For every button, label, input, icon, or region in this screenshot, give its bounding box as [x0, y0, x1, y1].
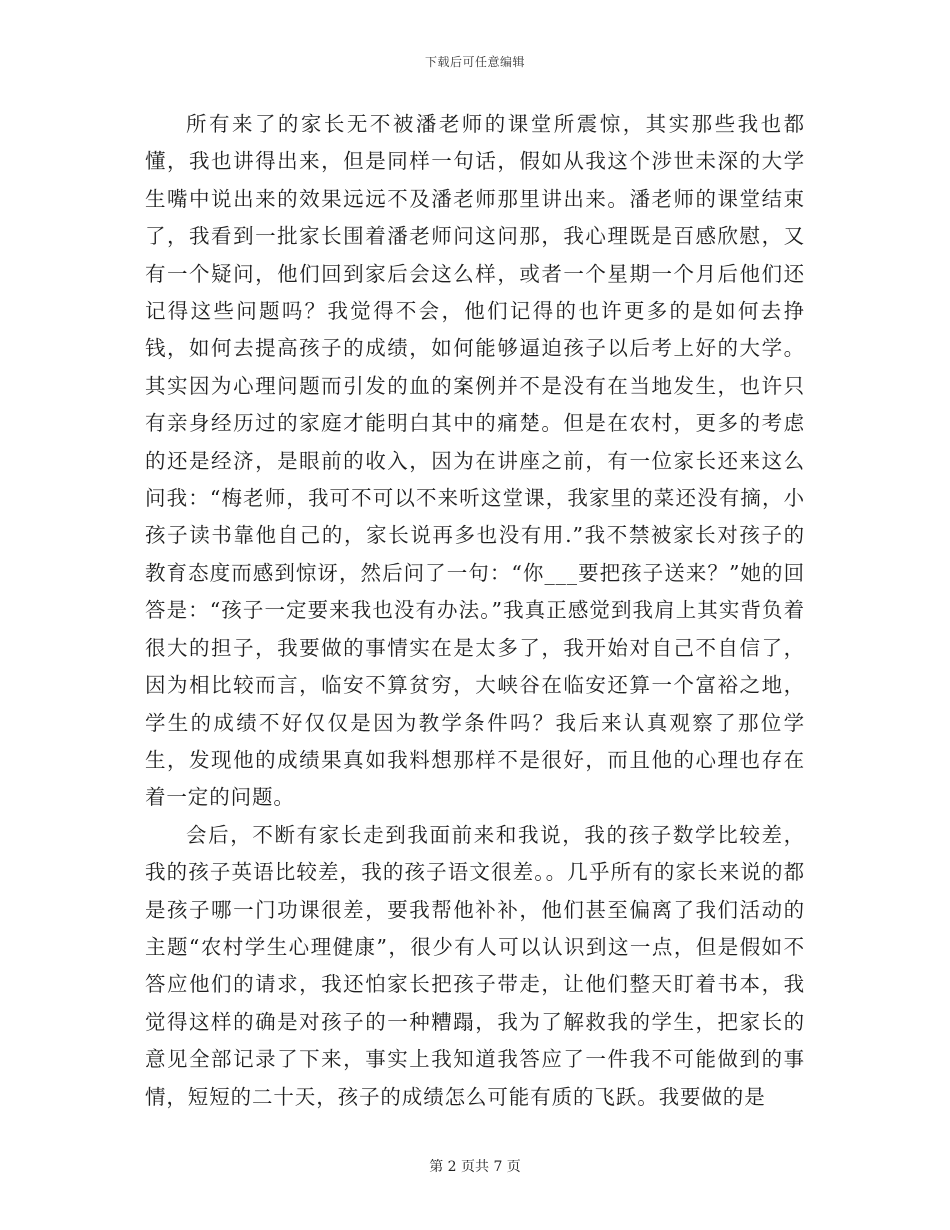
- paragraph-2: 会后，不断有家长走到我面前来和我说，我的孩子数学比较差，我的孩子英语比较差，我的孩子语文很差。。几乎所有的家长来说的都是孩子哪一门功课很差，要我帮他补补，他们甚至偏离了我们活动的主题“农村学生心理健康”，很少有人可以认识到这一点，但是假如不答应他们的请求，我还怕家长把孩子带走，让他们整天盯着书本，我觉得这样的确是对孩子的一种糟蹋，我为了解救我的学生，把家长的意见全部记录了下来，事实上我知道我答应了一件我不可能做到的事情，短短的二十天，孩子的成绩怎么可能有质的飞跃。我要做的是: [145, 822, 805, 1109]
- document-body: [145, 106, 805, 1116]
- page-number: 第 2 页共 7 页: [429, 1159, 521, 1175]
- paragraph-1: 所有来了的家长无不被潘老师的课堂所震惊，其实那些我也都懂，我也讲得出来，但是同样一句话，假如从我这个涉世未深的大学生嘴中说出来的效果远远不及潘老师那里讲出来。潘老师的课堂结束了，我看到一批家长围着潘老师问这问那，我心理既是百感欣慰，又有一个疑问，他们回到家后会这么样，或者一个星期一个月后他们还记得这些问题吗？我觉得不会，他们记得的也许更多的是如何去挣钱，如何去提高孩子的成绩，如何能够逼迫孩子以后考上好的大学。其实因为心理问题而引发的血的案例并不是没有在当地发生，也许只有亲身经历过的家庭才能明白其中的痛楚。但是在农村，更多的考虑的还是经济，是眼前的收入，因为在讲座之前，有一位家长还来这么问我：“梅老师，我可不可以不来听这堂课，我家里的菜还没有摘，小孩子读书靠他自己的，家长说再多也没有用.”我不禁被家长对孩子的教育态度而感到惊讶，然后问了一句：“你___要把孩子送来？”她的回答是：“孩子一定要来我也没有办法。”我真正感觉到我肩上其实背负着很大的担子，我要做的事情实在是太多了，我开始对自己不自信了，因为相比较而言，临安不算贫穷，大峡谷在临安还算一个富裕之地，学生的成绩不好仅仅是因为教学条件吗？我后来认真观察了那位学生，发现他的成绩果真如我料想那样不是很好，而且他的心理也存在着一定的问题。: [145, 112, 805, 810]
- page-header-note: 下载后可任意编辑: [424, 55, 525, 69]
